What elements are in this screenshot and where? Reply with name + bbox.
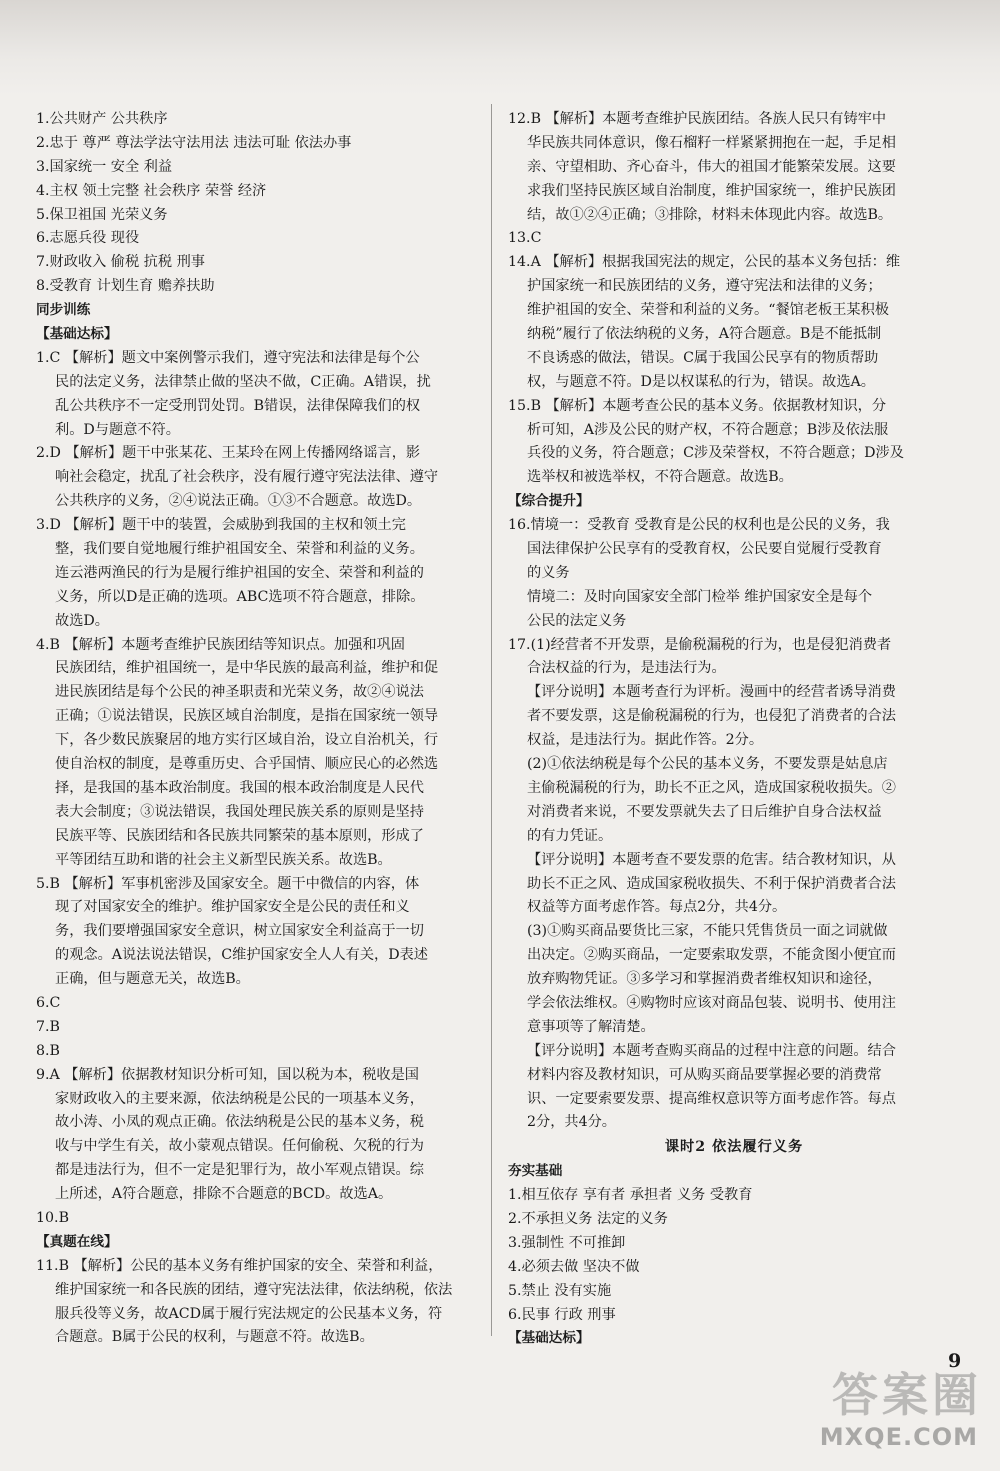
text-line: 连云港两渔民的行为是履行维护祖国的安全、荣誉和利益的 [55, 564, 424, 581]
text-line: 维护祖国的安全、荣誉和利益的义务。“餐馆老板王某积极 [527, 302, 889, 319]
text-line: 17.(1)经营者不开发票，是偷税漏税的行为，也是侵犯消费者 [508, 636, 892, 653]
text-line: 权益，是违法行为。据此作答。2分。 [527, 732, 764, 749]
text-line: 1.相互依存 享有者 承担者 义务 受教育 [508, 1187, 753, 1204]
text-line: 3.D 【解析】题干中的装置，会威胁到我国的主权和领土完 [36, 517, 406, 534]
text-line: 乱公共秩序不一定受刑罚处罚。B错误，法律保障我们的权 [55, 397, 421, 414]
text-line: 合题意。B属于公民的权利，与题意不符。故选B。 [55, 1329, 374, 1346]
text-line: 正确，但与题意无关，故选B。 [55, 971, 250, 988]
text-line: (2)①依法纳税是每个公民的基本义务，不要发票是姑息店 [527, 756, 888, 773]
text-line: 【评分说明】本题考查购买商品的过程中注意的问题。结合 [527, 1042, 896, 1059]
section-heading: 【真题在线】 [36, 1233, 118, 1250]
watermark-text: 答案圈 [832, 1368, 982, 1422]
text-line: 情境二：及时向国家安全部门检举 维护国家安全是每个 [527, 588, 873, 605]
text-line: 兵役的义务，符合题意；C涉及荣誉权，不符合题意；D涉及 [527, 445, 904, 462]
text-line: 的有力凭证。 [527, 827, 613, 844]
text-line: 响社会稳定，扰乱了社会秩序，没有履行遵守宪法法律、遵守 [55, 469, 439, 486]
text-line: 意事项等了解清楚。 [527, 1018, 655, 1035]
text-line: 维护国家统一和各民族的团结，遵守宪法法律，依法纳税，依法 [55, 1281, 453, 1298]
text-line: 权益等方面考虑作答。每点2分，共4分。 [527, 899, 787, 916]
text-line: 4.B 【解析】本题考查维护民族团结等知识点。加强和巩固 [36, 636, 405, 653]
text-line: 表大会制度；③说法错误，我国处理民族关系的原则是坚持 [55, 803, 424, 820]
text-line: 现了对国家安全的维护。维护国家安全是公民的责任和义 [55, 899, 410, 916]
text-line: 正确；①说法错误，民族区域自治制度，是指在国家统一领导 [55, 708, 439, 725]
watermark-logo [768, 1359, 982, 1451]
section-heading: 【综合提升】 [508, 493, 590, 510]
text-line: 7.B [36, 1018, 60, 1035]
text-line: 1.公共财产 公共秩序 [36, 111, 168, 127]
text-line: 进民族团结是每个公民的神圣职责和光荣义务，故②④说法 [55, 684, 424, 701]
text-line: 民族团结，维护祖国统一，是中华民族的最高利益，维护和促 [55, 660, 439, 677]
text-line: 都是违法行为，但不一定是犯罪行为，故小军观点错误。综 [55, 1162, 424, 1179]
text-line: 的义务 [527, 564, 570, 581]
text-line: 4.主权 领土完整 社会秩序 荣誉 经济 [36, 182, 267, 199]
text-line: 平等团结互助和谐的社会主义新型民族关系。故选B。 [55, 851, 392, 868]
text-line: 7.财政收入 偷税 抗税 刑事 [36, 254, 205, 271]
text-line: 3.国家统一 安全 利益 [36, 158, 173, 175]
text-line: 【评分说明】本题考查不要发票的危害。结合教材知识，从 [527, 851, 896, 868]
text-line: 9.A 【解析】依据教材知识分析可知，国以税为本，税收是国 [36, 1066, 419, 1083]
text-line: 故选D。 [55, 612, 109, 629]
text-line: 的观念。A说法说法错误，C维护国家安全人人有关，D表述 [55, 947, 428, 964]
text-line: 公民的法定义务 [527, 612, 627, 629]
text-line: 民族平等、民族团结和各民族共同繁荣的基本原则，形成了 [55, 827, 424, 844]
text-line: 合法权益的行为，是违法行为。 [527, 660, 726, 677]
text-line: 求我们坚持民族区域自治制度，维护国家统一，维护民族团 [527, 182, 896, 199]
text-line: 6.民事 行政 刑事 [508, 1306, 616, 1323]
text-line: 择，是我国的基本政治制度。我国的根本政治制度是人民代 [55, 779, 424, 796]
text-line: 识、一定要索要发票、提高维权意识等方面考虑作答。每点 [527, 1090, 896, 1107]
text-line: 权，与题意不符。D是以权谋私的行为，错误。故选A。 [527, 373, 875, 390]
text-line: 服兵役等义务，故ACD属于履行宪法规定的公民基本义务，符 [55, 1305, 443, 1322]
text-line: 1.C 【解析】题文中案例警示我们，遵守宪法和法律是每个公 [36, 349, 420, 366]
text-line: 助长不正之风、造成国家税收损失、不利于保护消费者合法 [527, 875, 896, 892]
text-line: 【评分说明】本题考查行为评析。漫画中的经营者诱导消费 [527, 684, 896, 701]
text-line: 放弃购物凭证。③多学习和掌握消费者维权知识和途径， [527, 971, 882, 988]
text-line: 5.保卫祖国 光荣义务 [36, 206, 168, 223]
text-line: 2.忠于 尊严 尊法学法守法用法 违法可耻 依法办事 [36, 134, 352, 151]
text-line: 学会依法维权。④购物时应该对商品包装、说明书、使用注 [527, 994, 896, 1011]
text-line: 14.A 【解析】根据我国宪法的规定，公民的基本义务包括：维 [508, 254, 901, 271]
text-line: 3.强制性 不可推卸 [508, 1234, 626, 1251]
text-line: 对消费者来说，不要发票就失去了日后维护自身合法权益 [527, 803, 882, 820]
text-line: 12.B 【解析】本题考查维护民族团结。各族人民只有铸牢中 [508, 111, 887, 127]
text-line: 6.C [36, 994, 61, 1011]
text-line: 国法律保护公民享有的受教育权，公民要自觉履行受教育 [527, 541, 882, 558]
text-line: 者不要发票，这是偷税漏税的行为，也侵犯了消费者的合法 [527, 708, 896, 725]
text-line: 上所述，A符合题意，排除不合题意的BCD。故选A。 [55, 1186, 393, 1203]
right-column [508, 108, 960, 1351]
text-line: 5.B 【解析】军事机密涉及国家安全。题干中微信的内容，体 [36, 875, 420, 892]
section-heading: 夯实基础 [508, 1163, 563, 1180]
left-column [36, 108, 479, 1350]
text-line: 15.B 【解析】本题考查公民的基本义务。依据教材知识，分 [508, 397, 887, 414]
text-line: 11.B 【解析】公民的基本义务有维护国家的安全、荣誉和利益， [36, 1257, 443, 1274]
text-line: 材料内容及教材知识，可从购买商品要掌握必要的消费常 [527, 1066, 882, 1083]
text-line: 纳税”履行了依法纳税的义务，A符合题意。B是不能抵制 [527, 326, 882, 343]
text-line: 4.必须去做 坚决不做 [508, 1258, 640, 1275]
text-line: 6.志愿兵役 现役 [36, 230, 140, 247]
text-line: 整，我们要自觉地履行维护祖国安全、荣誉和利益的义务。 [55, 541, 424, 558]
text-line: 收与中学生有关，故小蒙观点错误。任何偷税、欠税的行为 [55, 1138, 424, 1155]
text-line: 使自治权的制度，是尊重历史、合乎国情、顺应民心的必然选 [55, 756, 439, 773]
text-line: 下，各少数民族聚居的地方实行区域自治，设立自治机关，行 [55, 732, 439, 749]
text-line: 亲、守望相助、齐心奋斗，伟大的祖国才能繁荣发展。这要 [527, 158, 896, 175]
text-line: 2.D 【解析】题干中张某花、王某玲在网上传播网络谣言，影 [36, 445, 421, 462]
section-heading: 【基础达标】 [36, 326, 118, 343]
text-line: 义务，所以D是正确的选项。ABC选项不符合题意，排除。 [55, 588, 425, 605]
text-line: 10.B [36, 1209, 69, 1226]
text-line: 家财政收入的主要来源，依法纳税是公民的一项基本义务， [55, 1090, 424, 1107]
text-line: 结，故①②④正确；③排除，材料未体现此内容。故选B。 [527, 206, 893, 223]
text-line: 主偷税漏税的行为，助长不正之风，造成国家税收损失。② [527, 779, 896, 796]
text-line: 2分，共4分。 [527, 1114, 616, 1131]
text-line: 5.禁止 没有实施 [508, 1282, 612, 1299]
text-line: 8.B [36, 1042, 60, 1059]
text-line: (3)①购买商品要货比三家，不能只凭售货员一面之词就做 [527, 923, 888, 940]
text-line: 不良诱惑的做法，错误。C属于我国公民享有的物质帮助 [527, 349, 879, 366]
text-line: 8.受教育 计划生育 赡养扶助 [36, 278, 215, 295]
scan-top-band [0, 0, 1000, 95]
page-number: 9 [948, 1350, 962, 1372]
text-line: 16.情境一：受教育 受教育是公民的权利也是公民的义务，我 [508, 517, 890, 534]
text-line: 务，我们要增强国家安全意识，树立国家安全利益高于一切 [55, 923, 424, 940]
column-divider [491, 104, 492, 1336]
text-line: 公共秩序的义务，②④说法正确。①③不合题意。故选D。 [55, 493, 422, 510]
lesson-title: 课时2 依法履行义务 [664, 1139, 804, 1156]
text-line: 选举权和被选举权，不符合题意。故选B。 [527, 469, 793, 486]
text-line: 护国家统一和民族团结的义务，遵守宪法和法律的义务； [527, 278, 882, 295]
text-line: 2.不承担义务 法定的义务 [508, 1210, 668, 1227]
text-line: 民的法定义务，法律禁止做的坚决不做，C正确。A错误，扰 [55, 373, 431, 390]
text-line: 利。D与题意不符。 [55, 421, 180, 438]
section-heading: 【基础达标】 [508, 1330, 590, 1347]
text-line: 析可知，A涉及公民的财产权，不符合题意；B涉及依法服 [527, 421, 889, 438]
text-line: 华民族共同体意识，像石榴籽一样紧紧拥抱在一起，手足相 [527, 134, 896, 151]
section-heading: 同步训练 [36, 302, 91, 319]
text-line: 出决定。②购买商品，一定要索取发票，不能贪图小便宜而 [527, 947, 896, 964]
watermark-url: MXQE.COM [819, 1423, 978, 1451]
text-line: 13.C [508, 230, 542, 247]
text-line: 故小涛、小凤的观点正确。依法纳税是公民的基本义务，税 [55, 1114, 424, 1131]
